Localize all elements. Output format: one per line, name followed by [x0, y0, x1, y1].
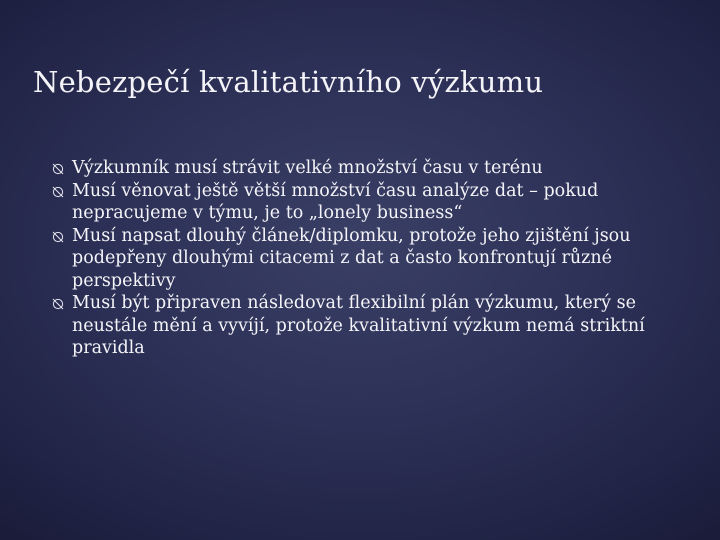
bullet-text: Musí věnovat ještě větší množství času analýze dat – pokud nepracujeme v týmu, je to „lonely business“: [72, 180, 599, 223]
circle-slash-bullet-icon: [52, 298, 64, 310]
circle-slash-bullet-icon: [52, 231, 64, 243]
bullet-text: Musí napsat dlouhý článek/diplomku, protože jeho zjištění jsou podepřeny dlouhými citacemi z dat a často konfrontují různé perspektivy: [72, 225, 631, 291]
bullet-text: Musí být připraven následovat flexibilní plán výzkumu, který se neustále mění a vyvíjí, protože kvalitativní výzkum nemá striktní pravidla: [72, 293, 645, 358]
bullet-item: [52, 292, 652, 360]
bullet-item: [52, 225, 652, 293]
bullet-item: [52, 180, 652, 225]
slide-title: Nebezpečí kvalitativního výzkumu: [33, 65, 544, 100]
circle-slash-bullet-icon: [52, 186, 64, 198]
bullet-text: Výzkumník musí strávit velké množství času v terénu: [72, 158, 543, 178]
bullet-item: [52, 157, 652, 180]
bullet-list: [52, 157, 652, 360]
circle-slash-bullet-icon: [52, 163, 64, 175]
